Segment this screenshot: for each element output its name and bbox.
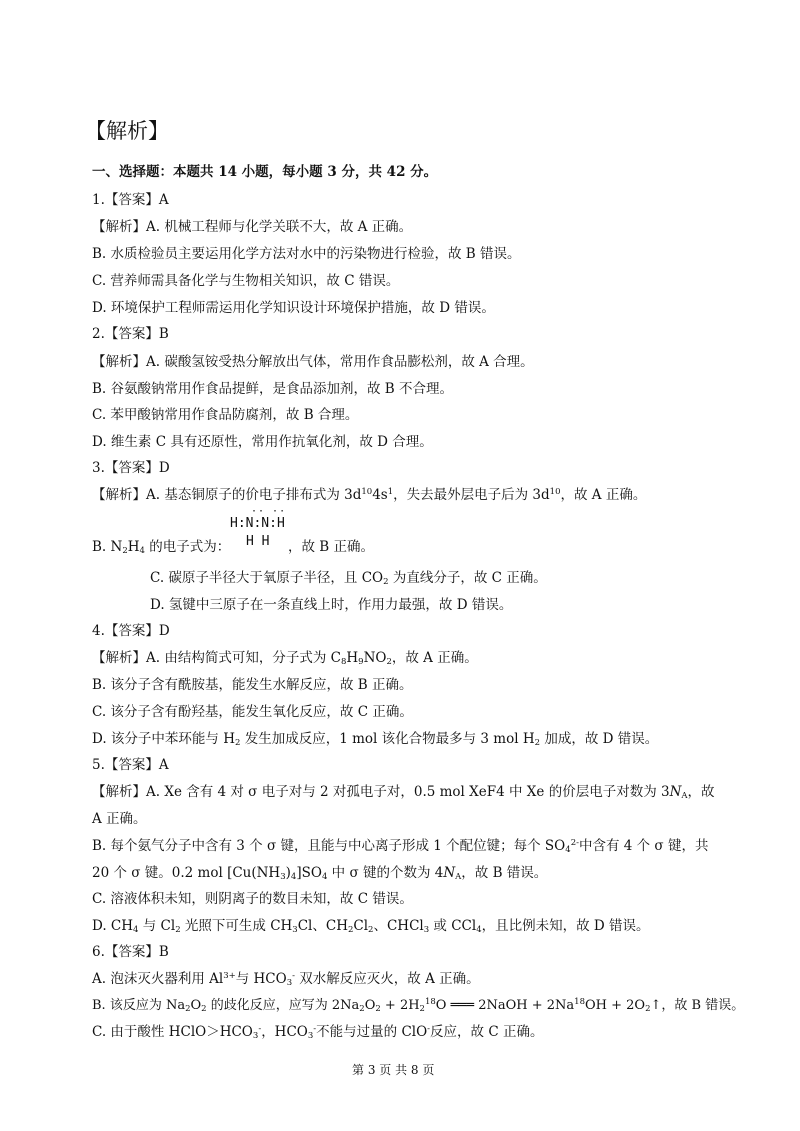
q6-option-b: B. 该反应为 $Na_2O_2$ 的歧化反应，应写为 $2Na_2O_2 + 2H_2^{18}O$ ═══ 2NaOH + $2Na^{18}OH$ + $2O_2↑$，故 B 错误。 (92, 997, 745, 1014)
q5-analysis-a-line2: A 正确。 (92, 811, 147, 827)
q2-option-c: C. 苯甲酸钠常用作食品防腐剂，故 B 合理。 (92, 407, 359, 423)
q2-option-d: D. 维生素 C 具有还原性，常用作抗氧化剂，故 D 合理。 (92, 434, 433, 450)
q3-option-b: B. $N_2H_4$ 的电子式为： (92, 539, 231, 556)
q4-option-c: C. 该分子含有酚羟基，能发生氧化反应，故 C 正确。 (92, 704, 413, 720)
section-heading: 一、选择题：本题共 14 小题，每小题 3 分，共 42 分。 (92, 164, 438, 180)
q5-option-b: B. 每个氨气分子中含有 3 个 σ 键，且能与中心离子形成 1 个配位键；每个 $SO_4^{2-}$中含有 4 个 σ 键，共 (92, 838, 709, 855)
lone-pair-dots: ·· ·· (251, 506, 287, 517)
q2-option-b: B. 谷氨酸钠常用作食品提鲜，是食品添加剂，故 B 不合理。 (92, 381, 454, 397)
q2-answer: 2.【答案】B (92, 326, 169, 342)
q4-option-b: B. 该分子含有酰胺基，能发生水解反应，故 B 正确。 (92, 677, 413, 693)
q1-option-c: C. 营养师需具备化学与生物相关知识，故 C 错误。 (92, 273, 400, 289)
page-title: 【解析】 (85, 119, 169, 143)
q5-option-c: C. 溶液体积未知，则阴离子的数目未知，故 C 错误。 (92, 891, 413, 907)
q3-option-d: D. 氢键中三原子在一条直线上时，作用力最强，故 D 错误。 (150, 597, 513, 613)
q3-answer: 3.【答案】D (92, 460, 170, 476)
q3-option-c: C. 碳原子半径大于氧原子半径，且 $CO_2$ 为直线分子，故 C 正确。 (150, 570, 547, 587)
q5-analysis-a: 【解析】A. Xe 含有 4 对 σ 电子对与 2 对孤电子对，0.5 mol XeF4 中 Xe 的价层电子对数为 $3N_A$，故 (92, 784, 715, 801)
q5-answer: 5.【答案】A (92, 757, 169, 773)
q6-option-a: A. 泡沫灭火器利用 $Al^{3+}$与 $HCO_3^-$ 双水解反应灭火，故 A 正确。 (92, 971, 480, 988)
page-footer: 第 3 页 共 8 页 (352, 1063, 435, 1077)
lewis-row-1: H:N:N:H (230, 516, 285, 531)
q4-answer: 4.【答案】D (92, 623, 170, 639)
q3-option-b-end: ，故 B 正确。 (288, 539, 375, 555)
q2-analysis-a: 【解析】A. 碳酸氢铵受热分解放出气体，常用作食品膨松剂，故 A 合理。 (92, 354, 534, 370)
q1-option-b: B. 水质检验员主要运用化学方法对水中的污染物进行检验，故 B 错误。 (92, 246, 521, 262)
q1-answer: 1.【答案】A (92, 192, 169, 208)
q1-analysis-a: 【解析】A. 机械工程师与化学关联不大，故 A 正确。 (92, 219, 413, 235)
q6-option-c: C. 由于酸性 $HClO>HCO_3^-$，$HCO_3^-$不能与过量的 ClO-反应，故 C 正确。 (92, 1024, 544, 1041)
lewis-row-2: H H (246, 534, 270, 549)
q4-analysis-a: 【解析】A. 由结构简式可知，分子式为 $C_8H_9NO_2$，故 A 正确。 (92, 650, 478, 667)
q5-option-b-line2: 20 个 σ 键。0.2 mol $[Cu(NH_3)_4]SO_4$ 中 σ 键的个数为 $4N_A$，故 B 错误。 (92, 865, 548, 882)
q3-analysis-a: 【解析】A. 基态铜原子的价电子排布式为 $3d^{10}4s^1$，失去最外层电子后为 $3d^{10}$，故 A 正确。 (92, 487, 647, 503)
q6-answer: 6.【答案】B (92, 944, 169, 960)
q4-option-d: D. 该分子中苯环能与 $H_2$ 发生加成反应，1 mol 该化合物最多与 3 mol $H_2$ 加成，故 D 错误。 (92, 731, 659, 748)
q5-option-d: D. $CH_4$ 与 $Cl_2$ 光照下可生成 $CH_3Cl$、$CH_2Cl_2$、CHCl$_3$ 或 CCl$_4$，且比例未知，故 D 错误。 (92, 918, 650, 935)
q1-option-d: D. 环境保护工程师需运用化学知识设计环境保护措施，故 D 错误。 (92, 300, 495, 316)
